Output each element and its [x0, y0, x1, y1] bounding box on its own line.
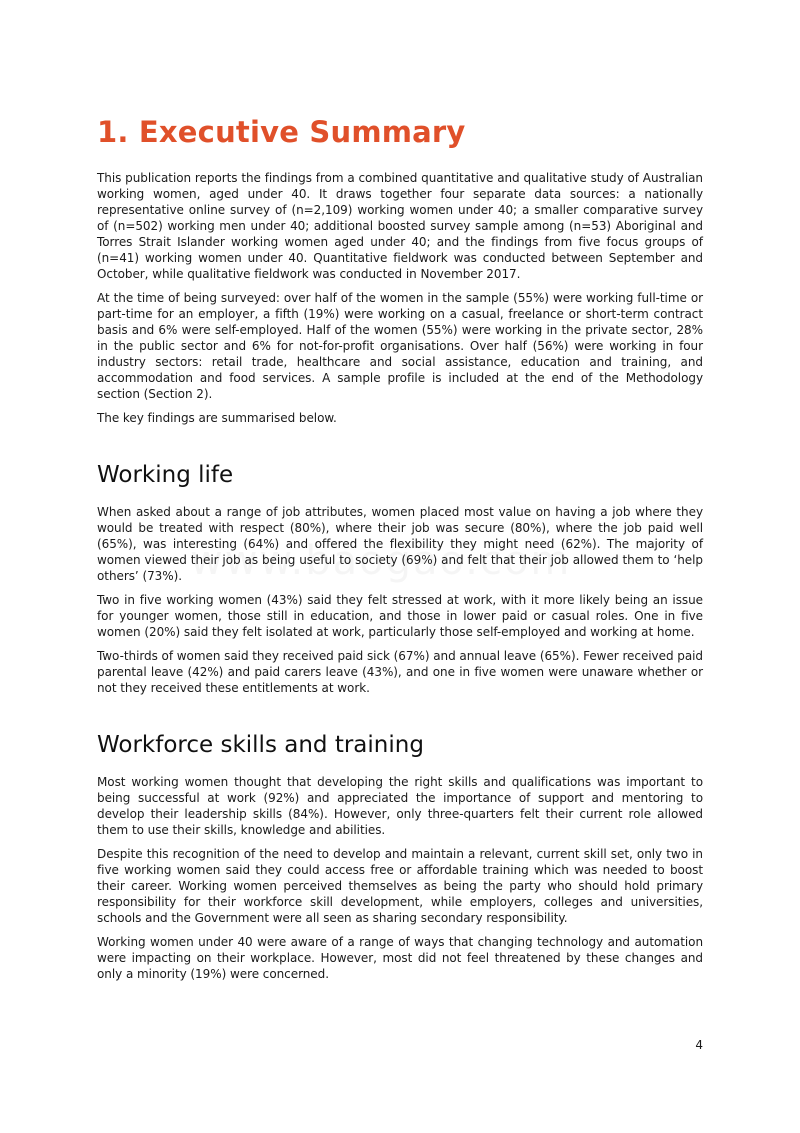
- body-paragraph: Two in five working women (43%) said they felt stressed at work, with it more likely being an issue for younger women, those still in education, and those in lower paid or casual roles. One in five women (20%) said they felt isolated at work, particularly those self-employed and working at home.: [97, 593, 703, 639]
- section-working-life: [97, 460, 703, 696]
- intro-paragraph: This publication reports the findings from a combined quantitative and qualitative study of Australian working women, aged under 40. It draws together four separate data sources: a nationally representative online survey of (n=2,109) working women under 40; a smaller comparative survey of (n=502) working men under 40; additional boosted survey sample among (n=53) Aboriginal and Torres Strait Islander working women aged under 40; and the findings from five focus groups of (n=41) working women under 40. Quantitative fieldwork was conducted between September and October, while qualitative fieldwork was conducted in November 2017.: [97, 171, 703, 281]
- body-paragraph: Two-thirds of women said they received paid sick (67%) and annual leave (65%). Fewer received paid parental leave (42%) and paid carers leave (43%), and one in five women were unaware whether or not they received these entitlements at work.: [97, 649, 703, 695]
- body-paragraph: Most working women thought that developing the right skills and qualifications was important to being successful at work (92%) and appreciated the importance of support and mentoring to develop their leadership skills (84%). However, only three-quarters felt their current role allowed them to use their skills, knowledge and abilities.: [97, 775, 703, 837]
- section-workforce-skills: [97, 730, 703, 982]
- intro-paragraph: The key findings are summarised below.: [97, 411, 337, 425]
- page-number: 4: [695, 1038, 703, 1052]
- body-paragraph: Despite this recognition of the need to develop and maintain a relevant, current skill set, only two in five working women said they could access free or affordable training which was needed to boost their career. Working women perceived themselves as being the party who should hold primary responsibility for their workforce skill development, while employers, colleges and universities, schools and the Government were all seen as sharing secondary responsibility.: [97, 847, 703, 925]
- body-paragraph: Working women under 40 were aware of a range of ways that changing technology and automation were impacting on their workplace. However, most did not feel threatened by these changes and only a minority (19%) were concerned.: [97, 935, 703, 981]
- intro-section: [97, 170, 703, 426]
- intro-paragraph: At the time of being surveyed: over half of the women in the sample (55%) were working full-time or part-time for an employer, a fifth (19%) were working on a casual, freelance or short-term contract basis and 6% were self-employed. Half of the women (55%) were working in the private sector, 28% in the public sector and 6% for not-for-profit organisations. Over half (56%) were working in four industry sectors: retail trade, healthcare and social assistance, education and training, and accommodation and food services. A sample profile is included at the end of the Methodology section (Section 2).: [97, 291, 703, 401]
- body-paragraph: When asked about a range of job attributes, women placed most value on having a job where they would be treated with respect (80%), where their job was secure (80%), where the job paid well (65%), was interesting (64%) and offered the flexibility they might need (62%). The majority of women viewed their job as being useful to society (69%) and felt that their job allowed them to ‘help others’ (73%).: [97, 505, 703, 583]
- document-page: [97, 112, 703, 990]
- section-heading: Workforce skills and training: [97, 732, 424, 758]
- section-heading: Working life: [97, 462, 234, 488]
- page-title: 1. Executive Summary: [97, 115, 466, 149]
